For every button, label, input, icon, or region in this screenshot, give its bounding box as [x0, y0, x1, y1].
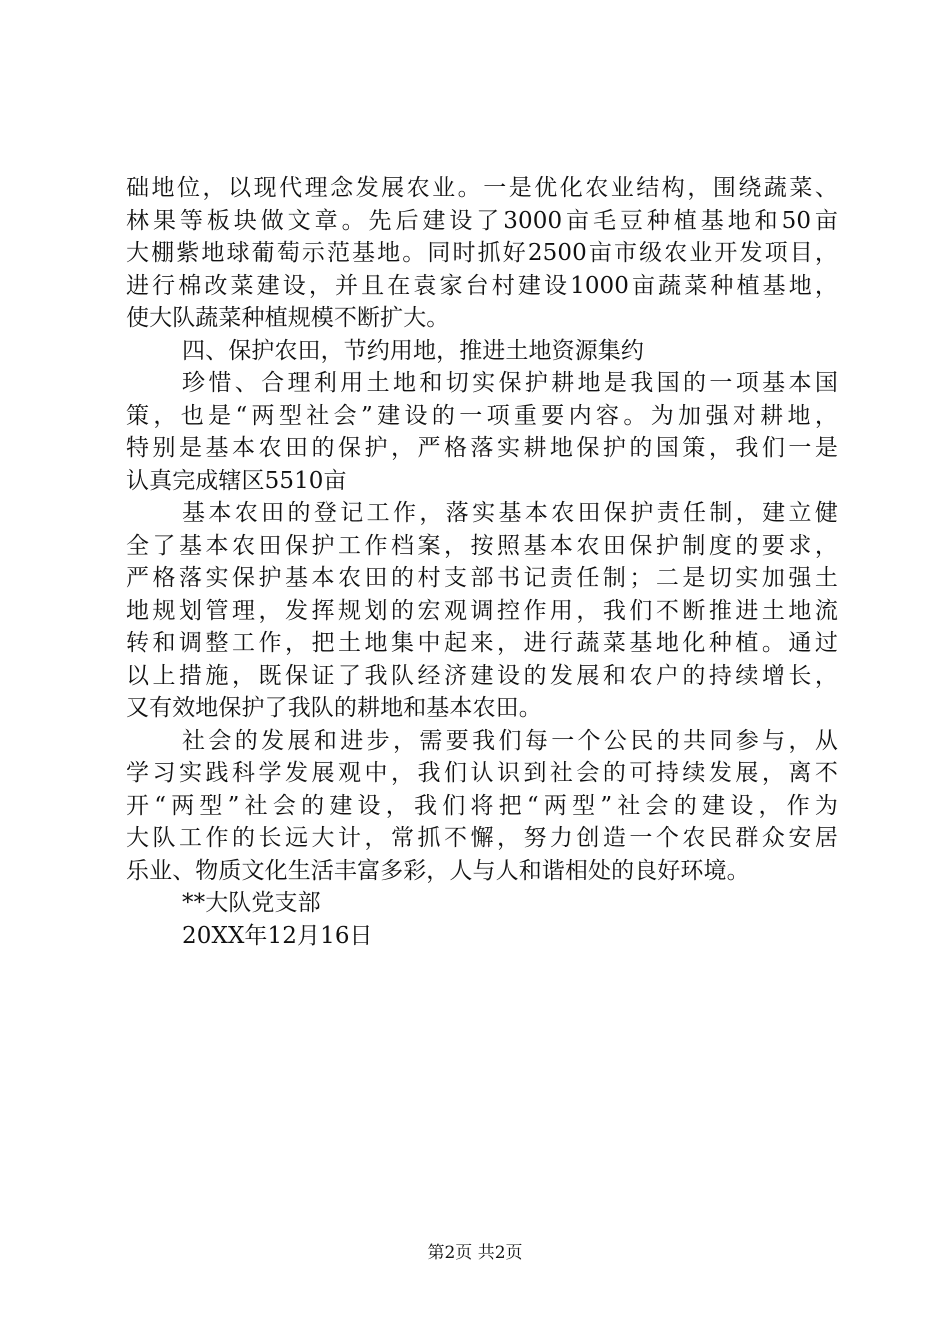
document-body: [126, 172, 838, 952]
body-line: 特别是基本农田的保护，严格落实耕地保护的国策，我们一是: [126, 435, 838, 461]
body-line: 转和调整工作，把土地集中起来，进行蔬菜基地化种植。通过: [126, 630, 838, 656]
signature-organization: **大队党支部: [182, 890, 321, 916]
body-line: 地规划管理，发挥规划的宏观调控作用，我们不断推进土地流: [126, 597, 838, 624]
body-line: 使大队蔬菜种植规模不断扩大。: [126, 305, 450, 331]
body-line: 以上措施，既保证了我队经济建设的发展和农户的持续增长，: [126, 662, 838, 689]
body-line: 础地位，以现代理念发展农业。一是优化农业结构，围绕蔬菜、: [126, 175, 838, 201]
body-line: 全了基本农田保护工作档案，按照基本农田保护制度的要求，: [126, 532, 838, 559]
body-line: 认真完成辖区5510亩: [126, 467, 347, 494]
body-line: 社会的发展和进步，需要我们每一个公民的共同参与，从: [182, 727, 838, 754]
page-number-footer: 第2页 共2页: [427, 1243, 523, 1263]
body-line: 进行棉改菜建设，并且在袁家台村建设1000亩蔬菜种植基地，: [126, 272, 838, 299]
signature-date: 20XX年12月16日: [182, 922, 373, 949]
body-line: 策，也是“两型社会”建设的一项重要内容。为加强对耕地，: [126, 402, 838, 429]
body-line: 大棚紫地球葡萄示范基地。同时抓好2500亩市级农业开发项目，: [126, 240, 838, 266]
body-line: 开“两型”社会的建设，我们将把“两型”社会的建设，作为: [126, 792, 838, 819]
body-line: 严格落实保护基本农田的村支部书记责任制；二是切实加强土: [126, 565, 838, 591]
body-line: 学习实践科学发展观中，我们认识到社会的可持续发展，离不: [126, 760, 838, 786]
body-line: 又有效地保护了我队的耕地和基本农田。: [126, 695, 542, 721]
body-line: 大队工作的长远大计，常抓不懈，努力创造一个农民群众安居: [126, 825, 838, 851]
section-heading: 四、保护农田，节约用地，推进土地资源集约: [182, 337, 644, 364]
body-line: 基本农田的登记工作，落实基本农田保护责任制，建立健: [182, 500, 838, 526]
body-line: 林果等板块做文章。先后建设了3000亩毛豆种植基地和50亩: [126, 207, 838, 234]
body-line: 乐业、物质文化生活丰富多彩，人与人和谐相处的良好环境。: [126, 857, 750, 884]
body-line: 珍惜、合理利用土地和切实保护耕地是我国的一项基本国: [182, 370, 838, 396]
